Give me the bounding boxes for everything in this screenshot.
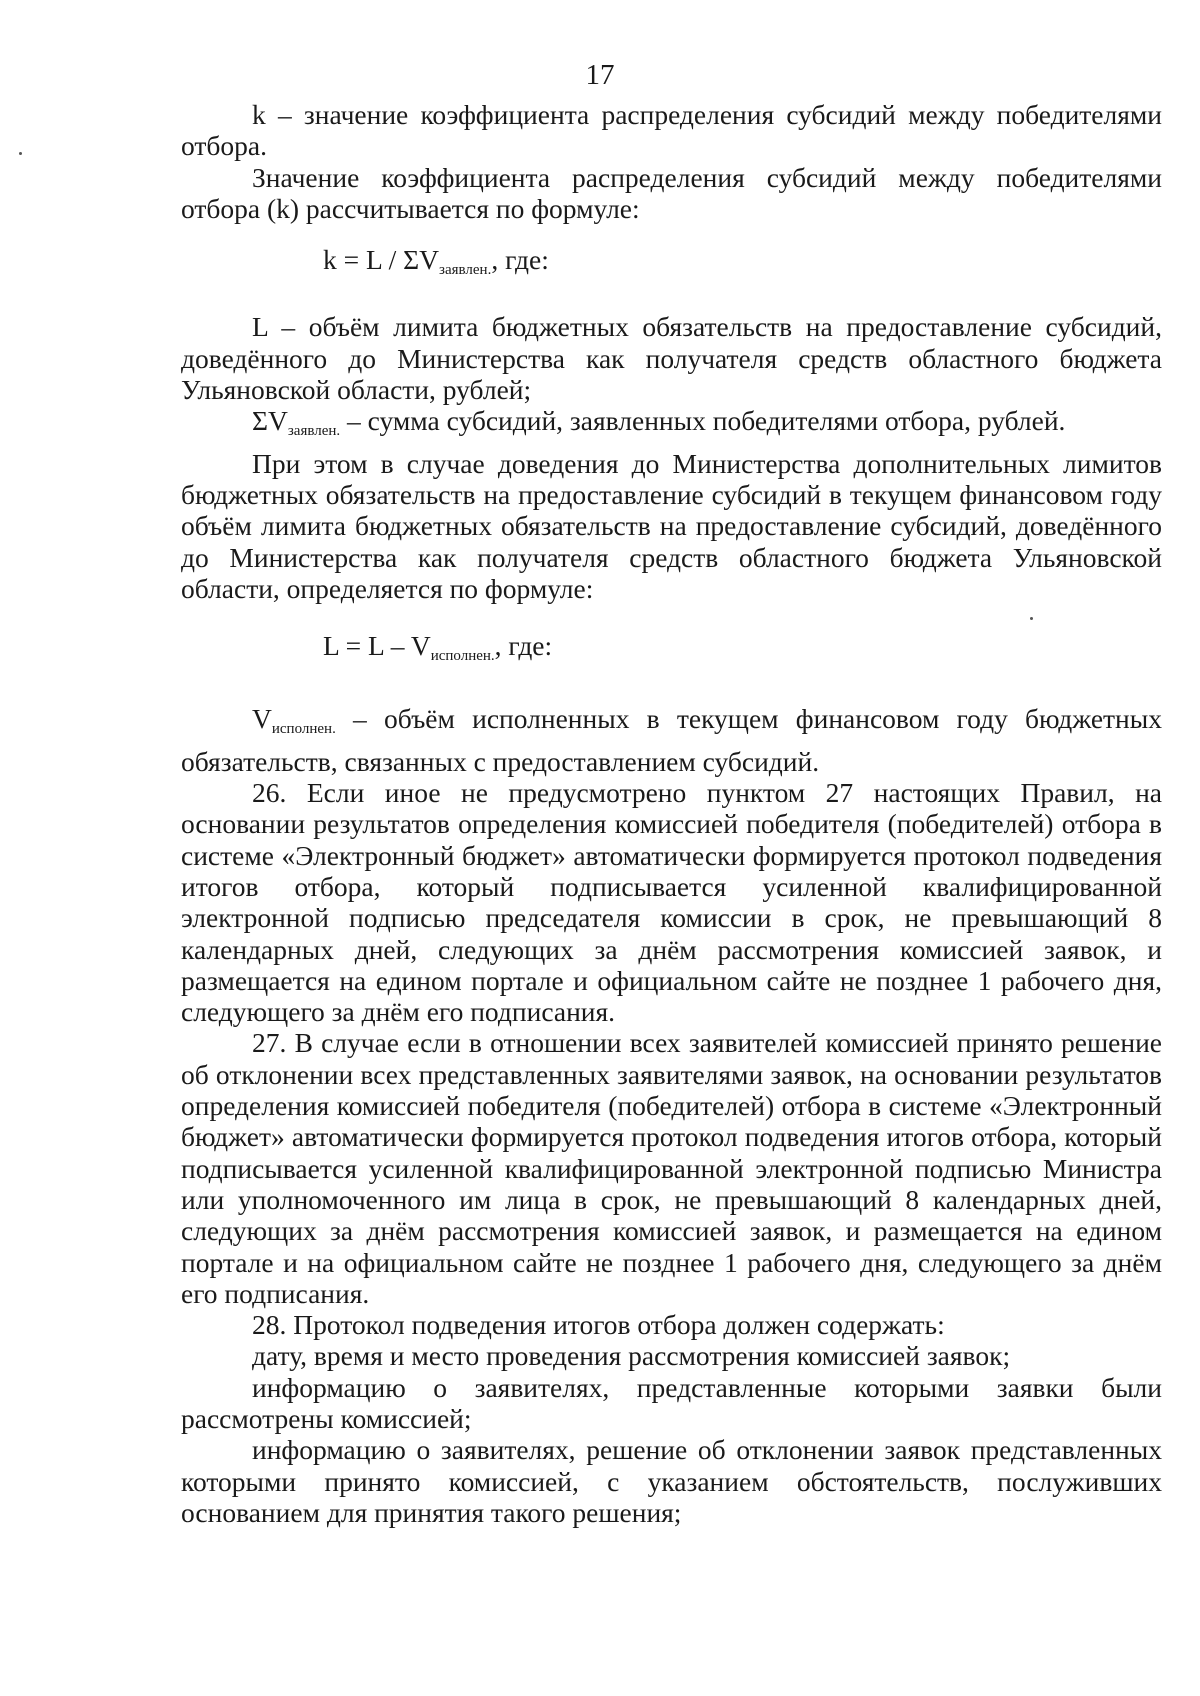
paragraph-k-definition: k – значение коэффициента распределения субсидий между победителями отбора. — [181, 99, 1162, 162]
formula-l-subscript: исполнен. — [430, 648, 495, 665]
formula-l — [181, 630, 1162, 672]
paragraph-item-27: 27. В случае если в отношении всех заявителей комиссией принято решение об отклонении всех представленных заявителями заявок, на основании результатов определения комиссией победителя (победителей) отбора в системе «Электронный бюджет» автоматически формируется протокол подведения итогов отбора, который подписывается усиленной квалифицированной электронной подписью Министра или уполномоченного им лица в срок, не превышающий 8 календарных дней, следующих за днём рассмотрения комиссией заявок, и размещается на едином портале и на официальном сайте не позднее 1 рабочего дня, следующего за днём его подписания. — [181, 1027, 1162, 1309]
v-symbol: V — [252, 703, 272, 735]
formula-k-main: k = L / ΣV — [323, 244, 440, 276]
formula-k-subscript: заявлен. — [439, 262, 492, 279]
formula-k-tail: , где: — [491, 244, 549, 276]
sumv-subscript: заявлен. — [287, 423, 341, 440]
paragraph-item-28: 28. Протокол подведения итогов отбора должен содержать: — [252, 1309, 945, 1341]
formula-k — [181, 244, 1162, 286]
formula-l-tail: , где: — [494, 630, 553, 662]
paragraph-protocol-rejections: информацию о заявителях, решение об отклонении заявок представленных которыми принято комиссией, с указанием обстоятельств, послуживших основанием для принятия такого решения; — [181, 1434, 1162, 1528]
paragraph-protocol-applicants: информацию о заявителях, представленные которыми заявки были рассмотрены комиссией; — [181, 1371, 1162, 1434]
sumv-symbol: ΣV — [252, 405, 288, 437]
sumv-text: – сумма субсидий, заявленных победителями отбора, рублей. — [340, 405, 1066, 437]
v-subscript: исполнен. — [271, 721, 336, 738]
paragraph-l-definition: L – объём лимита бюджетных обязательств на предоставление субсидий, доведённого до Министерства как получателя средств областного бюджета Ульяновской области, рублей; — [181, 311, 1162, 406]
paragraph-k-formula-intro: Значение коэффициента распределения субсидий между победителями отбора (k) рассчитывается по формуле: — [181, 161, 1162, 224]
v-text: – объём исполненных в текущем финансовом году бюджетных обязательств, связанных с предоставлением субсидий. — [181, 703, 1162, 777]
paragraph-item-26: 26. Если иное не предусмотрено пунктом 27 настоящих Правил, на основании результатов определения комиссией победителя (победителей) отбора в системе «Электронный бюджет» автоматически формируется протокол подведения итогов отбора, который подписывается усиленной квалифицированной электронной подписью председателя комиссии в срок, не превышающий 8 календарных дней, следующих за днём рассмотрения комиссией заявок, и размещается на едином портале и официальном сайте не позднее 1 рабочего дня, следующего за днём его подписания. — [181, 777, 1162, 1028]
document-body — [181, 99, 1162, 1528]
page-number: 17 — [585, 59, 615, 91]
paragraph-v-definition — [181, 703, 1162, 777]
formula-l-main: L = L – V — [323, 630, 431, 662]
paragraph-sumv-definition — [181, 405, 1162, 447]
scan-speck — [19, 152, 22, 155]
paragraph-protocol-date: дату, время и место проведения рассмотрения комиссией заявок; — [252, 1340, 1011, 1372]
paragraph-additional-limits: При этом в случае доведения до Министерства дополнительных лимитов бюджетных обязательств на предоставление субсидий в текущем финансовом году объём лимита бюджетных обязательств на предоставление субсидий, доведённого до Министерства как получателя средств областного бюджета Ульяновской области, определяется по формуле: — [181, 447, 1162, 604]
